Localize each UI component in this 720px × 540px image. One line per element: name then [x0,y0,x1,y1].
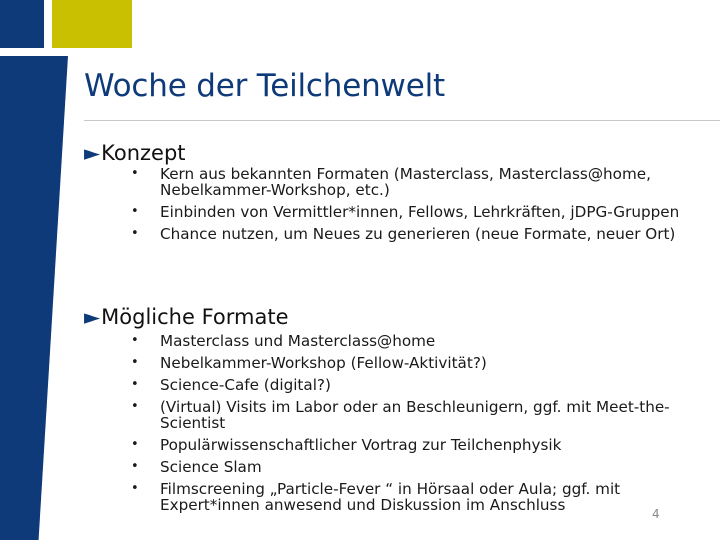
bullet-icon: • [131,459,139,474]
bullet-list-formate [131,332,700,519]
page-number: 4 [652,507,660,521]
list-item: • Nebelkammer-Workshop (Fellow-Aktivität?) [131,354,487,372]
section-heading-konzept [84,141,186,165]
list-item: • Chance nutzen, um Neues zu generieren (neue Formate, neuer Ort) [131,225,676,243]
list-item: • Kern aus bekannten Formaten (Masterclass, Masterclass@home, Nebelkammer-Workshop, etc.) [131,165,651,199]
bullet-icon: • [131,166,139,181]
list-item: • Science-Cafe (digital?) [131,376,331,394]
slide-title: Woche der Teilchenwelt [84,68,445,104]
title-divider [84,120,720,121]
bullet-icon: • [131,377,139,392]
section-heading-text: Mögliche Formate [101,305,289,329]
list-item: • Einbinden von Vermittler*innen, Fellows, Lehrkräften, jDPG-Gruppen [131,203,680,221]
decorative-side-bar [0,56,36,540]
list-item: • Masterclass und Masterclass@home [131,332,436,350]
bullet-icon: • [131,204,139,219]
section-heading-text: Konzept [101,141,186,165]
list-item: • Science Slam [131,458,262,476]
list-item: • Filmscreening „Particle-Fever “ in Hörsaal oder Aula; ggf. mit Expert*innen anwesend und Diskussion im Anschluss [131,480,621,514]
triangle-right-icon: ► [84,141,101,165]
list-item: • (Virtual) Visits im Labor oder an Beschleunigern, ggf. mit Meet-the-Scientist [131,398,670,432]
decorative-side-wedge [36,56,68,540]
bullet-list-konzept [131,165,700,248]
bullet-icon: • [131,333,139,348]
bullet-icon: • [131,355,139,370]
section-heading-formate [84,305,289,329]
bullet-icon: • [131,437,139,452]
bullet-icon: • [131,399,139,414]
triangle-right-icon: ► [84,305,101,329]
list-item: • Populärwissenschaftlicher Vortrag zur Teilchenphysik [131,436,562,454]
logo-square-blue [0,0,44,48]
logo-square-yellow [52,0,132,48]
bullet-icon: • [131,226,139,241]
bullet-icon: • [131,481,139,496]
